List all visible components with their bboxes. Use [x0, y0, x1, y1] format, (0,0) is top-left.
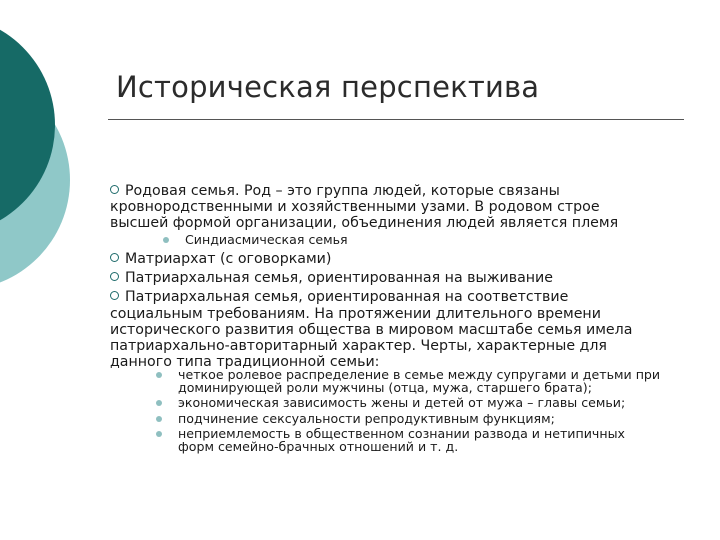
dot-bullet-icon — [156, 416, 162, 422]
ring-bullet-icon — [110, 253, 119, 262]
dot-bullet-icon — [163, 237, 169, 243]
bullet-2-line-1: Матриархат (с оговорками) — [110, 251, 710, 267]
bullet-4-line-1: Патриархальная семья, ориентированная на соответствие — [110, 289, 710, 305]
sub-bullet-2-item-3: подчинение сексуальности репродуктивным функциям; — [156, 412, 706, 425]
sub-bullet-2-item-1: четкое ролевое распределение в семье между супругами и детьми при доминирующей роли мужчины (отца, мужа, старшего брата); — [156, 368, 706, 394]
dot-bullet-icon — [156, 400, 162, 406]
ring-bullet-icon — [110, 185, 119, 194]
bullet-3-line-1: Патриархальная семья, ориентированная на выживание — [110, 270, 710, 286]
sub-bullet-1 — [163, 233, 683, 246]
bullet-1-line-1: Родовая семья. Род – это группа людей, которые связаны — [110, 183, 710, 199]
sub-bullet-1-line-1: Синдиасмическая семья — [163, 233, 683, 246]
sub-bullets-2 — [156, 368, 706, 453]
bullet-4-line-5: данного типа традиционной семьи: — [110, 354, 380, 371]
bullet-1-line-3: высшей формой организации, объединения людей является племя — [110, 215, 619, 232]
bullet-4-line-4: патриархально-авторитарный характер. Черты, характерные для — [110, 338, 607, 355]
slide-title: Историческая перспектива — [116, 70, 540, 104]
bullet-4-line-3: исторического развития общества в мировом масштабе семья имела — [110, 321, 633, 338]
sub-bullet-2-item-4: неприемлемость в общественном сознании развода и нетипичных форм семейно-брачных отношений и т. д. — [156, 427, 706, 453]
ring-bullet-icon — [110, 272, 119, 281]
bullet-4-line-2: социальным требованиям. На протяжении длительного времени — [110, 305, 601, 322]
dot-bullet-icon — [156, 372, 162, 378]
sub-bullet-2-item-2: экономическая зависимость жены и детей от мужа – главы семьи; — [156, 396, 706, 409]
ring-bullet-icon — [110, 291, 119, 300]
bullet-1-line-2: кровнородственными и хозяйственными узами. В родовом строе — [110, 199, 600, 216]
bullet-1 — [110, 183, 710, 232]
bullets-2 — [110, 251, 710, 370]
dot-bullet-icon — [156, 431, 162, 437]
